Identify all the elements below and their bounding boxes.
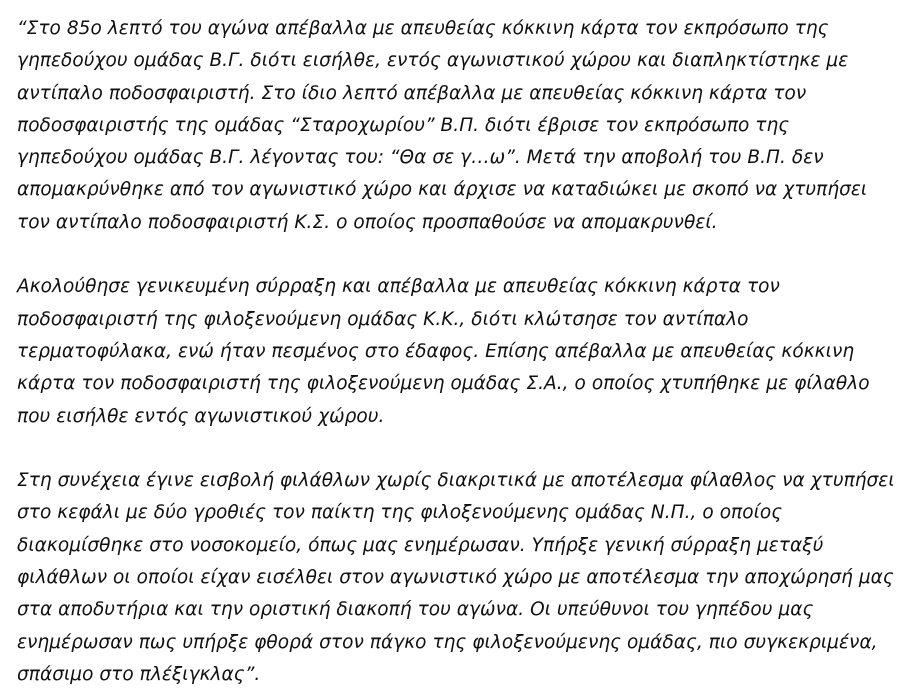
paragraph-1: “Στο 85ο λεπτό του αγώνα απέβαλλα με απευθείας κόκκινη κάρτα τον εκπρόσωπο της γηπεδούχου ομάδας Β.Γ. διότι εισήλθε, εντός αγωνιστικού χώρου και διαπληκτίστηκε με αντίπαλο ποδοσφαιριστή. Στο ίδιο λεπτό απέβαλλα με απευθείας κόκκινη κάρτα τον ποδοσφαιριστής της ομάδας “Σταροχωρίου” Β.Π. διότι έβρισε τον εκπρόσωπο της γηπεδούχου ομάδας Β.Γ. λέγοντας του: “Θα σε γ…ω”. Μετά την αποβολή του Β.Π. δεν απομακρύνθηκε από τον αγωνιστικό χώρο και άρχισε να καταδιώκει με σκοπό να χτυπήσει τον αντίπαλο ποδοσφαιριστή Κ.Σ. ο οποίος προσπαθούσε να απομακρυνθεί. [17, 18, 868, 233]
paragraph-2: Ακολούθησε γενικευμένη σύρραξη και απέβαλλα με απευθείας κόκκινη κάρτα τον ποδοσφαιριστή της φιλοξενούμενη ομάδας Κ.Κ., διότι κλώτσησε τον αντίπαλο τερματοφύλακα, ενώ ήταν πεσμένος στο έδαφος. Επίσης απέβαλλα με απευθείας κόκκινη κάρτα τον ποδοσφαιριστή της φιλοξενούμενη ομάδας Σ.Α., ο οποίος χτυπήθηκε με φίλαθλο που εισήλθε εντός αγωνιστικού χώρου. [17, 276, 870, 427]
paragraph-3: Στη συνέχεια έγινε εισβολή φιλάθλων χωρίς διακριτικά με αποτέλεσμα φίλαθλος να χτυπήσει στο κεφάλι με δύο γροθιές τον παίκτη της φιλοξενούμενης ομάδας Ν.Π., ο οποίος διακομίσθηκε στο νοσοκομείο, όπως μας ενημέρωσαν. Υπήρξε γενική σύρραξη μεταξύ φιλάθλων οι οποίοι είχαν εισέλθει στον αγωνιστικό χώρο με αποτέλεσμα την αποχώρησή μας στα αποδυτήρια και την οριστική διακοπή του αγώνα. Οι υπεύθυνοι του γηπέδου μας ενημέρωσαν πως υπήρξε φθορά στον πάγκο της φιλοξενούμενης ομάδας, πιο συγκεκριμένα, σπάσιμο στο πλέξιγκλας”. [17, 470, 895, 685]
